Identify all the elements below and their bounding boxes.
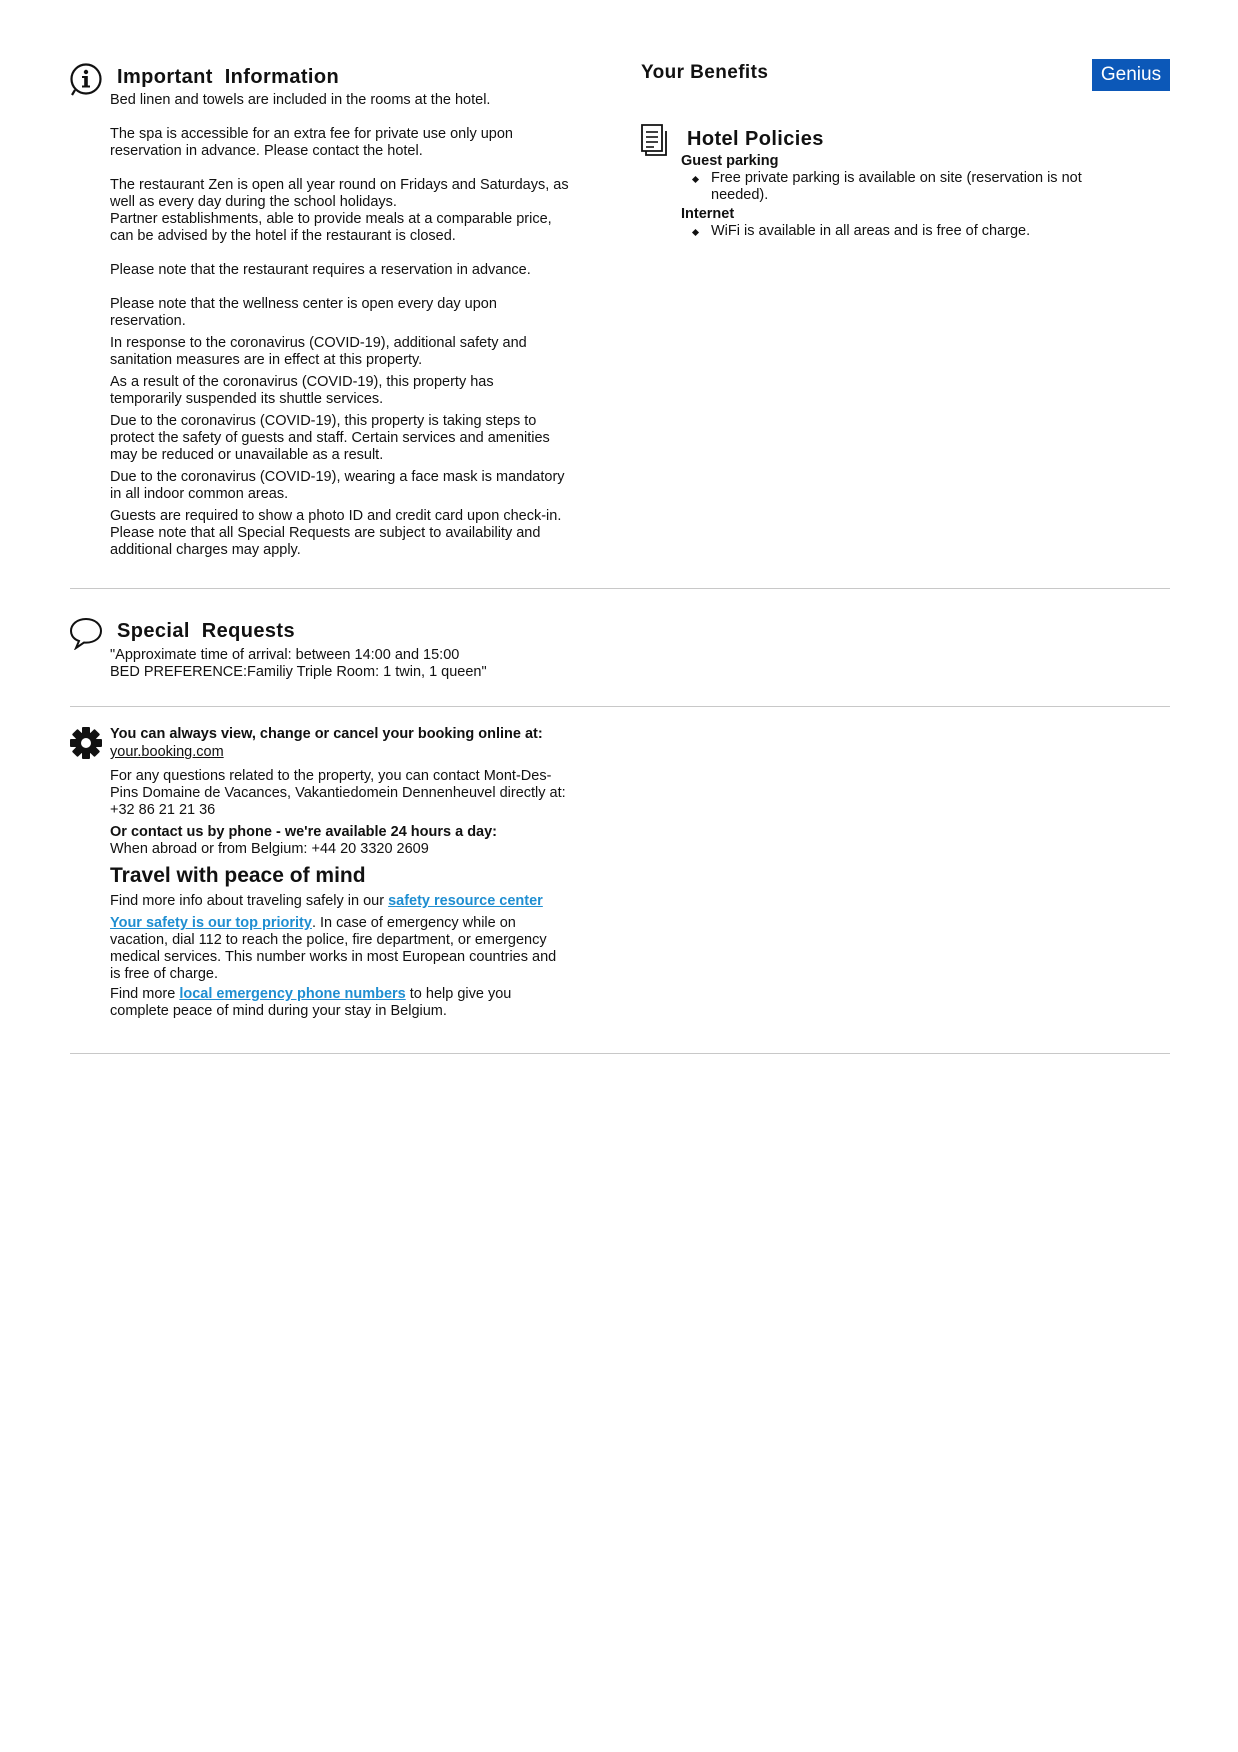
section-divider (70, 1053, 1170, 1054)
info-line: reservation. (110, 313, 186, 329)
phone-line: When abroad or from Belgium: +44 20 3320 2609 (110, 841, 429, 857)
info-line: temporarily suspended its shuttle services. (110, 391, 384, 407)
special-requests-title: Special Requests (117, 620, 295, 642)
info-line: The spa is accessible for an extra fee for private use only upon (110, 126, 513, 142)
travel-paragraph (110, 893, 610, 910)
contact-line: Pins Domaine de Vacances, Vakantiedomein Dennenheuvel directly at: (110, 785, 566, 801)
booking-link[interactable]: your.booking.com (110, 744, 224, 760)
emergency-numbers-link[interactable]: local emergency phone numbers (179, 986, 406, 1002)
info-line: As a result of the coronavirus (COVID-19), this property has (110, 374, 494, 390)
info-line: Due to the coronavirus (COVID-19), this property is taking steps to (110, 413, 537, 429)
phone-heading: Or contact us by phone - we're available 24 hours a day: (110, 824, 498, 840)
covid-note (110, 374, 610, 408)
info-line: sanitation measures are in effect at this property. (110, 352, 423, 368)
your-benefits-title: Your Benefits (641, 62, 769, 83)
info-line: reservation in advance. Please contact the hotel. (110, 143, 423, 159)
info-line: may be reduced or unavailable as a result. (110, 447, 384, 463)
important-block (110, 126, 610, 160)
special-request-line: BED PREFERENCE:Familiy Triple Room: 1 twin, 1 queen" (110, 664, 487, 680)
travel-line: medical services. This number works in most European countries and (110, 949, 557, 965)
info-line: In response to the coronavirus (COVID-19), additional safety and (110, 335, 527, 351)
important-block (110, 177, 610, 245)
contact-line: +32 86 21 21 36 (110, 802, 216, 818)
travel-line: complete peace of mind during your stay in Belgium. (110, 1003, 447, 1019)
special-requests-body (110, 647, 610, 681)
policy-item (681, 223, 1151, 240)
travel-text: Find more info about traveling safely in our (110, 893, 389, 909)
manage-booking-heading: You can always view, change or cancel your booking online at: (110, 726, 543, 742)
policy-label-parking: Guest parking (681, 153, 779, 169)
safety-resource-center-link[interactable]: safety resource center (388, 893, 543, 909)
covid-note (110, 413, 610, 464)
genius-badge: Genius (1092, 59, 1170, 91)
important-info-body (110, 92, 610, 559)
section-divider (70, 588, 1170, 589)
important-block (110, 92, 610, 109)
important-info-title: Important Information (117, 66, 340, 88)
travel-text: to help give you (405, 986, 512, 1002)
policy-label-internet: Internet (681, 206, 735, 222)
travel-text: Find more (110, 986, 180, 1002)
info-line: can be advised by the hotel if the restaurant is closed. (110, 228, 456, 244)
info-line: well as every day during the school holidays. (110, 194, 397, 210)
policy-line: WiFi is available in all areas and is free of charge. (711, 223, 1031, 239)
policy-item (681, 170, 1151, 204)
manage-booking-body (110, 726, 610, 1020)
info-icon (69, 62, 103, 96)
policy-line: Free private parking is available on site (reservation is not (711, 170, 1082, 186)
info-line: in all indoor common areas. (110, 486, 289, 502)
info-line: Bed linen and towels are included in the rooms at the hotel. (110, 92, 491, 108)
info-line: Please note that all Special Requests are subject to availability and (110, 525, 541, 541)
important-block (110, 262, 610, 279)
covid-note (110, 335, 610, 369)
gear-icon (69, 726, 103, 760)
travel-line: is free of charge. (110, 966, 218, 982)
hotel-policies-title: Hotel Policies (687, 128, 824, 150)
info-line: Due to the coronavirus (COVID-19), wearing a face mask is mandatory (110, 469, 565, 485)
info-line: Guests are required to show a photo ID and credit card upon check-in. (110, 508, 562, 524)
checkin-note (110, 508, 610, 559)
policy-list (681, 223, 1151, 240)
speech-bubble-icon (69, 616, 103, 650)
travel-paragraph (110, 986, 610, 1003)
special-request-line: "Approximate time of arrival: between 14:00 and 15:00 (110, 647, 460, 663)
policy-list (681, 170, 1151, 204)
info-line: additional charges may apply. (110, 542, 301, 558)
info-line: The restaurant Zen is open all year round on Fridays and Saturdays, as (110, 177, 569, 193)
section-divider (70, 706, 1170, 707)
travel-text: . In case of emergency while on (311, 915, 516, 931)
info-line: Partner establishments, able to provide meals at a comparable price, (110, 211, 552, 227)
policy-line: needed). (711, 187, 769, 203)
safety-priority-link[interactable]: Your safety is our top priority (110, 915, 312, 931)
hotel-policies-body (681, 153, 1151, 240)
travel-line: vacation, dial 112 to reach the police, fire department, or emergency (110, 932, 547, 948)
document-icon (641, 123, 671, 157)
covid-note (110, 469, 610, 503)
info-line: Please note that the restaurant requires a reservation in advance. (110, 262, 531, 278)
contact-line: For any questions related to the property, you can contact Mont-Des- (110, 768, 552, 784)
travel-paragraph (110, 915, 610, 932)
info-line: protect the safety of guests and staff. Certain services and amenities (110, 430, 550, 446)
travel-title: Travel with peace of mind (110, 864, 366, 887)
important-block (110, 296, 610, 330)
info-line: Please note that the wellness center is open every day upon (110, 296, 497, 312)
